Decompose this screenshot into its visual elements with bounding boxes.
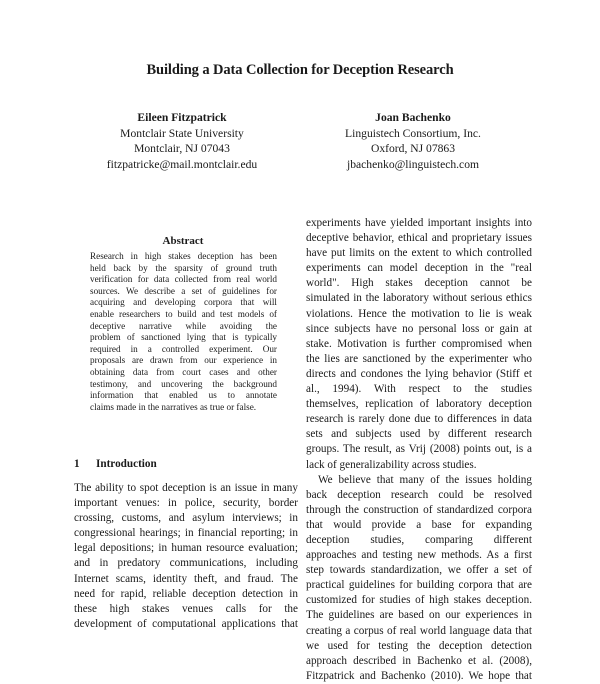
abstract-line: problem of sanctioned lying that is typically [90,332,277,343]
body-line: the lies are sanctioned by the experimenter who [306,352,532,365]
body-line: experiments can model deception in the "real [306,262,532,275]
left-column-body [74,481,298,632]
author-2-name: Joan Bachenko [375,111,451,124]
body-line: deceptive behavior, ethical and proprietary issues [306,232,532,245]
abstract-line: acquiring and developing corpora that will [90,297,277,308]
author-1-affiliation: Montclair State University [120,126,244,140]
abstract-line: sources. We describe a set of guidelines for [90,285,277,296]
abstract-line: claims made in the narratives as true or false. [90,401,257,412]
body-line: lack of generalizability across studies. [306,458,477,471]
author-1-email: fitzpatricke@mail.montclair.edu [106,157,258,171]
abstract-body [90,251,277,413]
body-line: themselves, replication of laboratory deception [306,398,532,411]
body-line: The guidelines are based on our experiences in [306,609,532,622]
body-line: groups. The result, as Vrij (2008) points out, is a [306,443,532,456]
author-1-name: Eileen Fitzpatrick [137,111,227,124]
abstract-line: information that enabled us to annotate [90,390,277,401]
body-line: congressional hearings; in financial reporting; in [74,527,298,540]
body-line: that would provide a base for expanding [306,518,532,531]
body-line: step towards standardization, we offer a set of [306,564,532,577]
body-line: need for rapid, reliable deception detection in [74,587,298,600]
body-line: The ability to spot deception is an issue in many [74,482,298,494]
section-title: Introduction [96,458,157,470]
abstract-line: proposals are drawn from our experience in [90,355,277,366]
body-line: back deception research could be resolved [306,488,532,501]
author-1 [82,110,282,172]
body-line: practical guidelines for building corpora that are [306,579,532,592]
abstract-line: required in a controlled experiment. Our [90,343,277,354]
body-line: deception studies, comparing different [306,533,532,546]
abstract-line: testimony, and uncovering the background [90,378,277,389]
body-line: world". High stakes deception cannot be [306,277,532,290]
author-2 [313,110,513,172]
body-line: customized for studies of high stakes deception. [306,594,532,607]
body-line: approach described in Bachenko et al. (2008), [306,654,532,667]
body-line: these high stakes venues calls for the [74,602,298,615]
body-line: violations. Hence the motivation to lie is weak [306,307,532,320]
body-line: research is rarely done due to differences in data [306,413,532,426]
right-column-body [306,216,532,684]
section-heading-introduction [74,458,157,470]
author-2-location: Oxford, NJ 07863 [370,142,456,155]
body-line: experiments have yielded important insights into [306,217,532,229]
body-line: and in predatory communications, including [74,557,298,570]
body-line: sets and subjects used by different research [306,428,532,441]
body-line: we used for testing the deception detection [306,639,532,652]
body-line: crossing, customs, and asylum interviews; in [74,512,298,525]
body-line: through the construction of standardized corpora [306,503,532,516]
author-2-affiliation: Linguistech Consortium, Inc. [345,126,481,140]
abstract-line: obtaining data from court cases and other [90,366,277,377]
body-line: have put limits on the extent to which controlled [306,247,532,260]
abstract-heading: Abstract [162,235,204,247]
body-line: Internet scams, identity theft, and fraud. The [74,572,298,585]
author-2-email: jbachenko@linguistech.com [346,157,480,171]
abstract-line: Research in high stakes deception has been [90,251,277,261]
abstract-line: held back by the sparsity of ground truth [90,262,277,273]
body-line: al., 1994). With respect to the studies [306,383,532,396]
body-line: stake. Motivation is further compromised when [306,337,532,350]
body-line: We believe that many of the issues holding [318,473,532,486]
body-line: development of computational applications that [74,617,298,630]
body-line: simulated in the laboratory without serious ethics [306,292,532,305]
abstract-line: verification for data collected from real world [90,274,277,285]
body-line: directs and condones the lying behavior (Stiff et [306,367,532,380]
body-line: legal depositions; in human resource evaluation; [74,542,298,555]
abstract-line: deceptive narrative while avoiding the [90,320,277,331]
abstract-line: enable researchers to build and test models of [90,308,277,319]
body-line: creating a corpus of real world language data that [306,624,532,637]
body-line: important venues: in police, security, border [74,497,298,510]
paper-title: Building a Data Collection for Deception Research [146,62,454,78]
author-1-location: Montclair, NJ 07043 [134,142,230,155]
section-number: 1 [74,458,80,470]
body-line: Fitzpatrick and Bachenko (2010). We hope that [306,669,532,682]
body-line: since subjects have no personal loss or gain at [306,322,532,335]
body-line: approaches and testing new methods. As a first [306,549,532,562]
